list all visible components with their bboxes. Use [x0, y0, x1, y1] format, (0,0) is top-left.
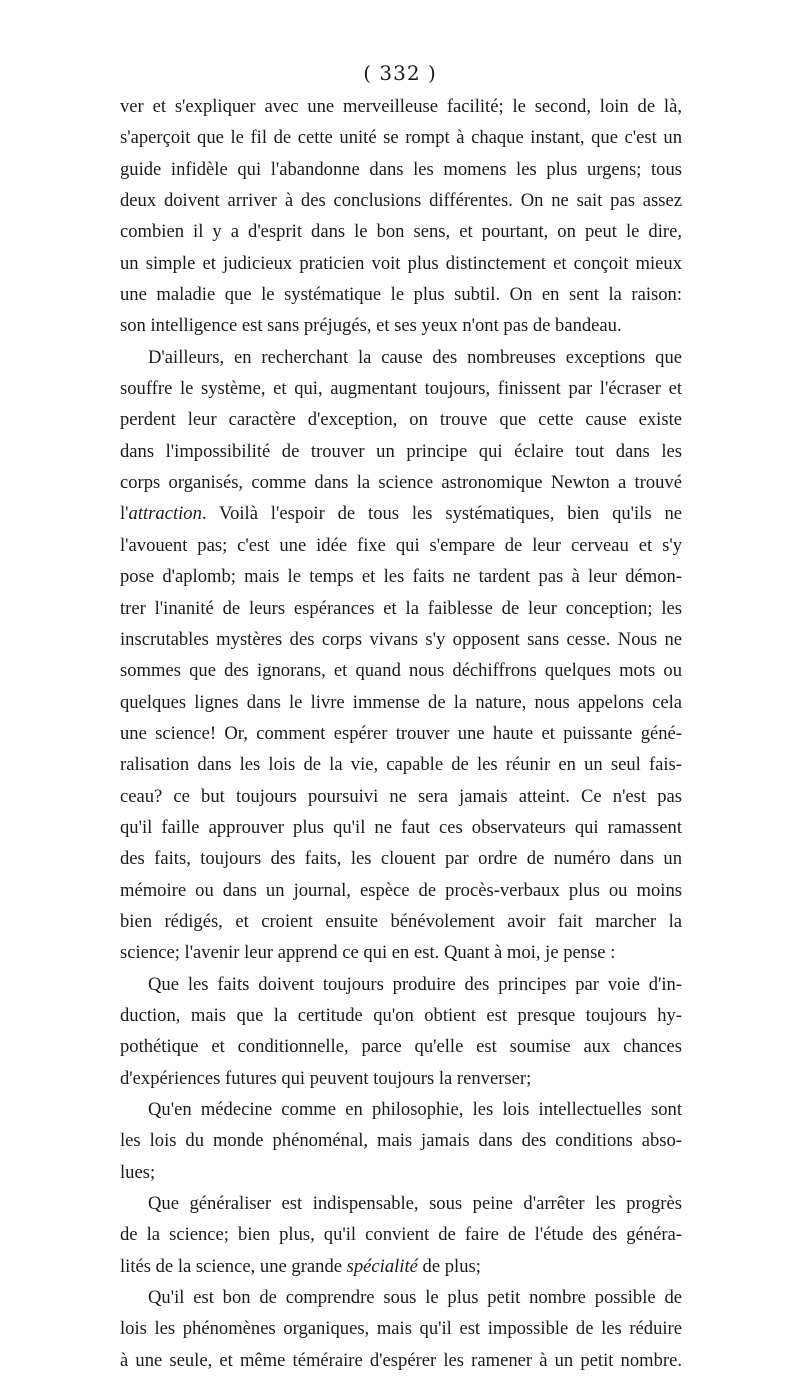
text-line: guide infidèle qui l'abandonne dans les momens les plus urgens; tous	[120, 158, 682, 180]
text-line: inscrutables mystères des corps vivans s'y opposent sans cesse. Nous ne	[120, 628, 682, 650]
text-line: Qu'en médecine comme en philosophie, les lois intellectuelles sont	[148, 1099, 682, 1120]
text-line: s'aperçoit que le fil de cette unité se rompt à chaque instant, que c'est un	[120, 127, 682, 149]
text-line: perdent leur caractère d'exception, on trouve que cette cause existe	[120, 409, 682, 431]
text-segment: lités de la science, une grande	[120, 1255, 347, 1277]
page-number: ( 332 )	[363, 61, 437, 85]
text-line: un simple et judicieux praticien voit plus distinctement et conçoit mieux	[120, 252, 682, 274]
text-line: ralisation dans les lois de la vie, capable de les réunir en un seul fais-	[120, 754, 682, 776]
text-line: une maladie que le systématique le plus subtil. On en sent la raison:	[120, 284, 682, 306]
text-line-with-italic	[120, 498, 682, 529]
text-line: mémoire ou dans un journal, espèce de procès-verbaux plus ou moins	[120, 879, 682, 901]
text-line: une science! Or, comment espérer trouver une haute et puissante géné-	[120, 722, 682, 744]
text-line: pothétique et conditionnelle, parce qu'elle est soumise aux chances	[120, 1036, 682, 1058]
text-line: combien il y a d'esprit dans le bon sens, et pourtant, on peut le dire,	[120, 221, 682, 243]
text-line: deux doivent arriver à des conclusions différentes. On ne sait pas assez	[120, 190, 682, 212]
text-line: ceau? ce but toujours poursuivi ne sera jamais atteint. Ce n'est pas	[120, 785, 682, 807]
text-line-with-italic	[120, 1251, 682, 1282]
text-line: Qu'il est bon de comprendre sous le plus petit nombre possible de	[148, 1287, 682, 1309]
italic-term: spécialité	[346, 1255, 418, 1277]
text-segment: . Voilà l'espoir de tous les systématiques, bien qu'ils ne	[201, 503, 682, 525]
text-line: lois les phénomènes organiques, mais qu'il est impossible de les réduire	[120, 1318, 682, 1340]
text-line: les lois du monde phénoménal, mais jamais dans des conditions abso-	[120, 1130, 682, 1152]
text-line: de la science; bien plus, qu'il convient de faire de l'étude des généra-	[120, 1224, 682, 1246]
text-line: quelques lignes dans le livre immense de la nature, nous appelons cela	[120, 691, 682, 713]
italic-term: attraction	[128, 503, 202, 525]
text-line: trer l'inanité de leurs espérances et la faiblesse de leur conception; les	[120, 597, 682, 619]
text-line: Que généraliser est indispensable, sous peine d'arrêter les progrès	[148, 1193, 682, 1215]
text-line: sommes que des ignorans, et quand nous déchiffrons quelques mots ou	[120, 660, 682, 682]
body-text	[120, 91, 682, 1376]
text-line: ver et s'expliquer avec une merveilleuse facilité; le second, loin de là,	[120, 96, 682, 117]
text-line: des faits, toujours des faits, les clouent par ordre de numéro dans un	[120, 848, 682, 870]
text-line: d'expériences futures qui peuvent toujours la renverser;	[120, 1067, 532, 1089]
text-line: à une seule, et même téméraire d'espérer les ramener à un petit nombre.	[120, 1349, 682, 1371]
text-segment: l'	[120, 503, 129, 525]
text-line: souffre le système, et qui, augmentant toujours, finissent par l'écraser et	[120, 378, 682, 400]
text-line: D'ailleurs, en recherchant la cause des nombreuses exceptions que	[148, 346, 682, 368]
text-line: Que les faits doivent toujours produire des principes par voie d'in-	[148, 973, 682, 995]
text-line: l'avouent pas; c'est une idée fixe qui s'empare de leur cerveau et s'y	[120, 534, 682, 556]
text-line: qu'il faille approuver plus qu'il ne faut ces observateurs qui ramassent	[120, 816, 682, 838]
text-line: lues;	[120, 1161, 156, 1183]
text-line: duction, mais que la certitude qu'on obtient est presque toujours hy-	[120, 1004, 682, 1026]
text-segment: de plus;	[417, 1255, 481, 1277]
text-line: corps organisés, comme dans la science astronomique Newton a trouvé	[120, 472, 682, 494]
text-line: bien rédigés, et croient ensuite bénévolement avoir fait marcher la	[120, 910, 682, 932]
text-line: pose d'aplomb; mais le temps et les faits ne tardent pas à leur démon-	[120, 566, 682, 588]
text-line: science; l'avenir leur apprend ce qui en est. Quant à moi, je pense :	[120, 942, 616, 964]
text-line: son intelligence est sans préjugés, et ses yeux n'ont pas de bandeau.	[120, 315, 622, 337]
text-line: dans l'impossibilité de trouver un principe qui éclaire tout dans les	[120, 440, 682, 462]
